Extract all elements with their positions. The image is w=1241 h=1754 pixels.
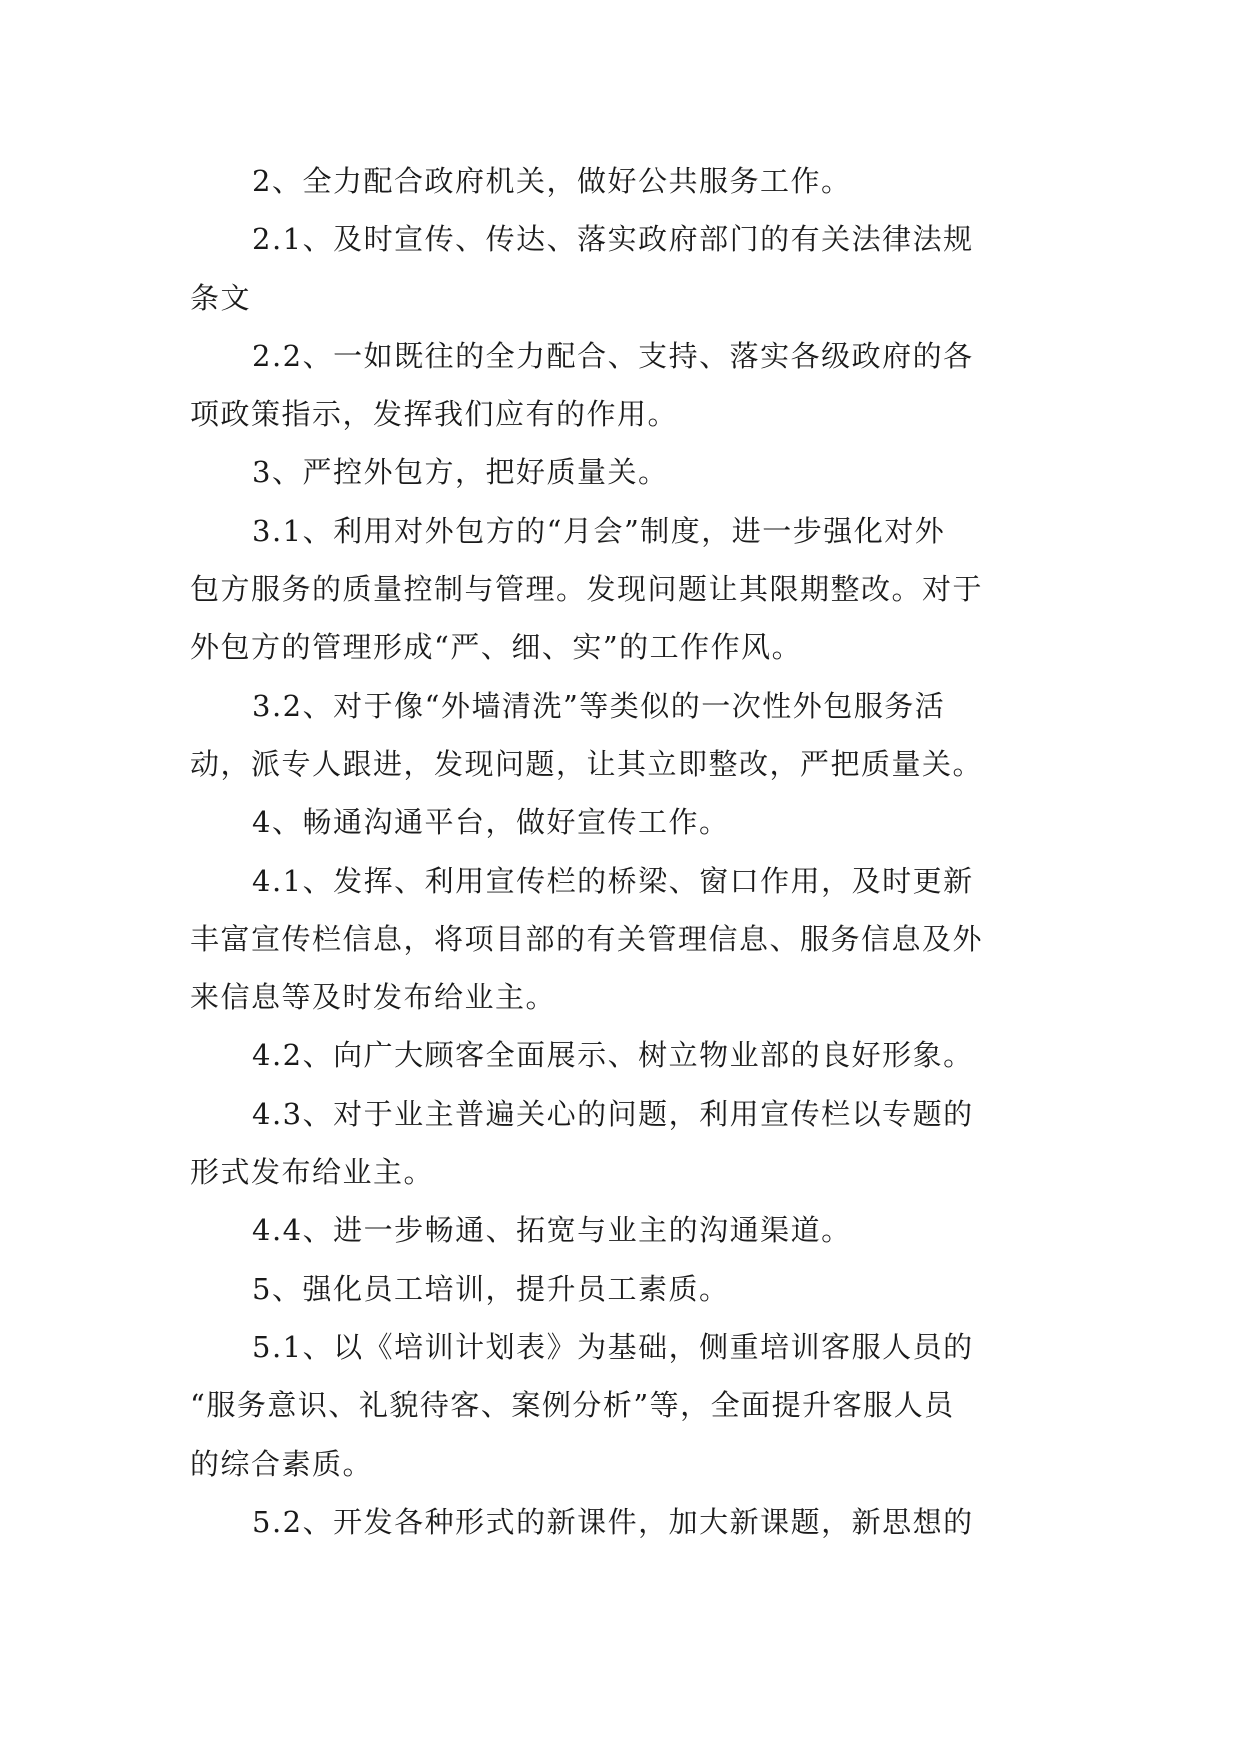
text-line: 条文 <box>190 280 252 315</box>
paragraph <box>190 1201 1050 1259</box>
paragraph <box>190 793 1050 851</box>
paragraph <box>190 1260 1050 1318</box>
text-line: 5.2、开发各种形式的新课件，加大新课题，新思想的 <box>252 1504 974 1539</box>
paragraph <box>190 852 1050 1027</box>
text-line: 丰富宣传栏信息，将项目部的有关管理信息、服务信息及外 <box>190 921 984 956</box>
paragraph <box>190 677 1050 794</box>
paragraph <box>190 443 1050 501</box>
text-line: 4.3、对于业主普遍关心的问题，利用宣传栏以专题的 <box>252 1096 974 1131</box>
text-line: 外包方的管理形成“严、细、实”的工作作风。 <box>190 630 803 665</box>
text-line: 5.1、以《培训计划表》为基础，侧重培训客服人员的 <box>252 1329 974 1364</box>
paragraph <box>190 1493 1050 1551</box>
text-line: 4.4、进一步畅通、拓宽与业主的沟通渠道。 <box>252 1213 852 1248</box>
text-line: 动，派专人跟进，发现问题，让其立即整改，严把质量关。 <box>190 746 984 781</box>
paragraph <box>190 327 1050 444</box>
paragraph <box>190 1085 1050 1202</box>
text-line: 包方服务的质量控制与管理。发现问题让其限期整改。对于 <box>190 572 984 607</box>
paragraph <box>190 152 1050 210</box>
text-line: 4、畅通沟通平台，做好宣传工作。 <box>252 805 730 840</box>
text-line: “服务意识、礼貌待客、案例分析”等，全面提升客服人员 <box>190 1388 955 1423</box>
text-line: 3、严控外包方，把好质量关。 <box>252 455 669 490</box>
text-line: 来信息等及时发布给业主。 <box>190 980 557 1015</box>
text-line: 4.2、向广大顾客全面展示、树立物业部的良好形象。 <box>252 1038 974 1073</box>
text-line: 4.1、发挥、利用宣传栏的桥梁、窗口作用，及时更新 <box>252 863 974 898</box>
text-line: 3.1、利用对外包方的“月会”制度，进一步强化对外 <box>252 513 946 548</box>
text-line: 5、强化员工培训，提升员工素质。 <box>252 1271 730 1306</box>
text-line: 2.2、一如既往的全力配合、支持、落实各级政府的各 <box>252 338 974 373</box>
paragraph <box>190 1318 1050 1493</box>
paragraph <box>190 502 1050 677</box>
paragraph <box>190 210 1050 327</box>
text-line: 项政策指示，发挥我们应有的作用。 <box>190 397 679 432</box>
text-line: 2.1、及时宣传、传达、落实政府部门的有关法律法规 <box>252 222 974 257</box>
paragraph <box>190 1026 1050 1084</box>
text-line: 2、全力配合政府机关，做好公共服务工作。 <box>252 164 852 198</box>
document-page <box>190 152 1050 1551</box>
text-line: 3.2、对于像“外墙清洗”等类似的一次性外包服务活 <box>252 688 946 723</box>
text-line: 的综合素质。 <box>190 1446 374 1481</box>
text-line: 形式发布给业主。 <box>190 1155 435 1190</box>
